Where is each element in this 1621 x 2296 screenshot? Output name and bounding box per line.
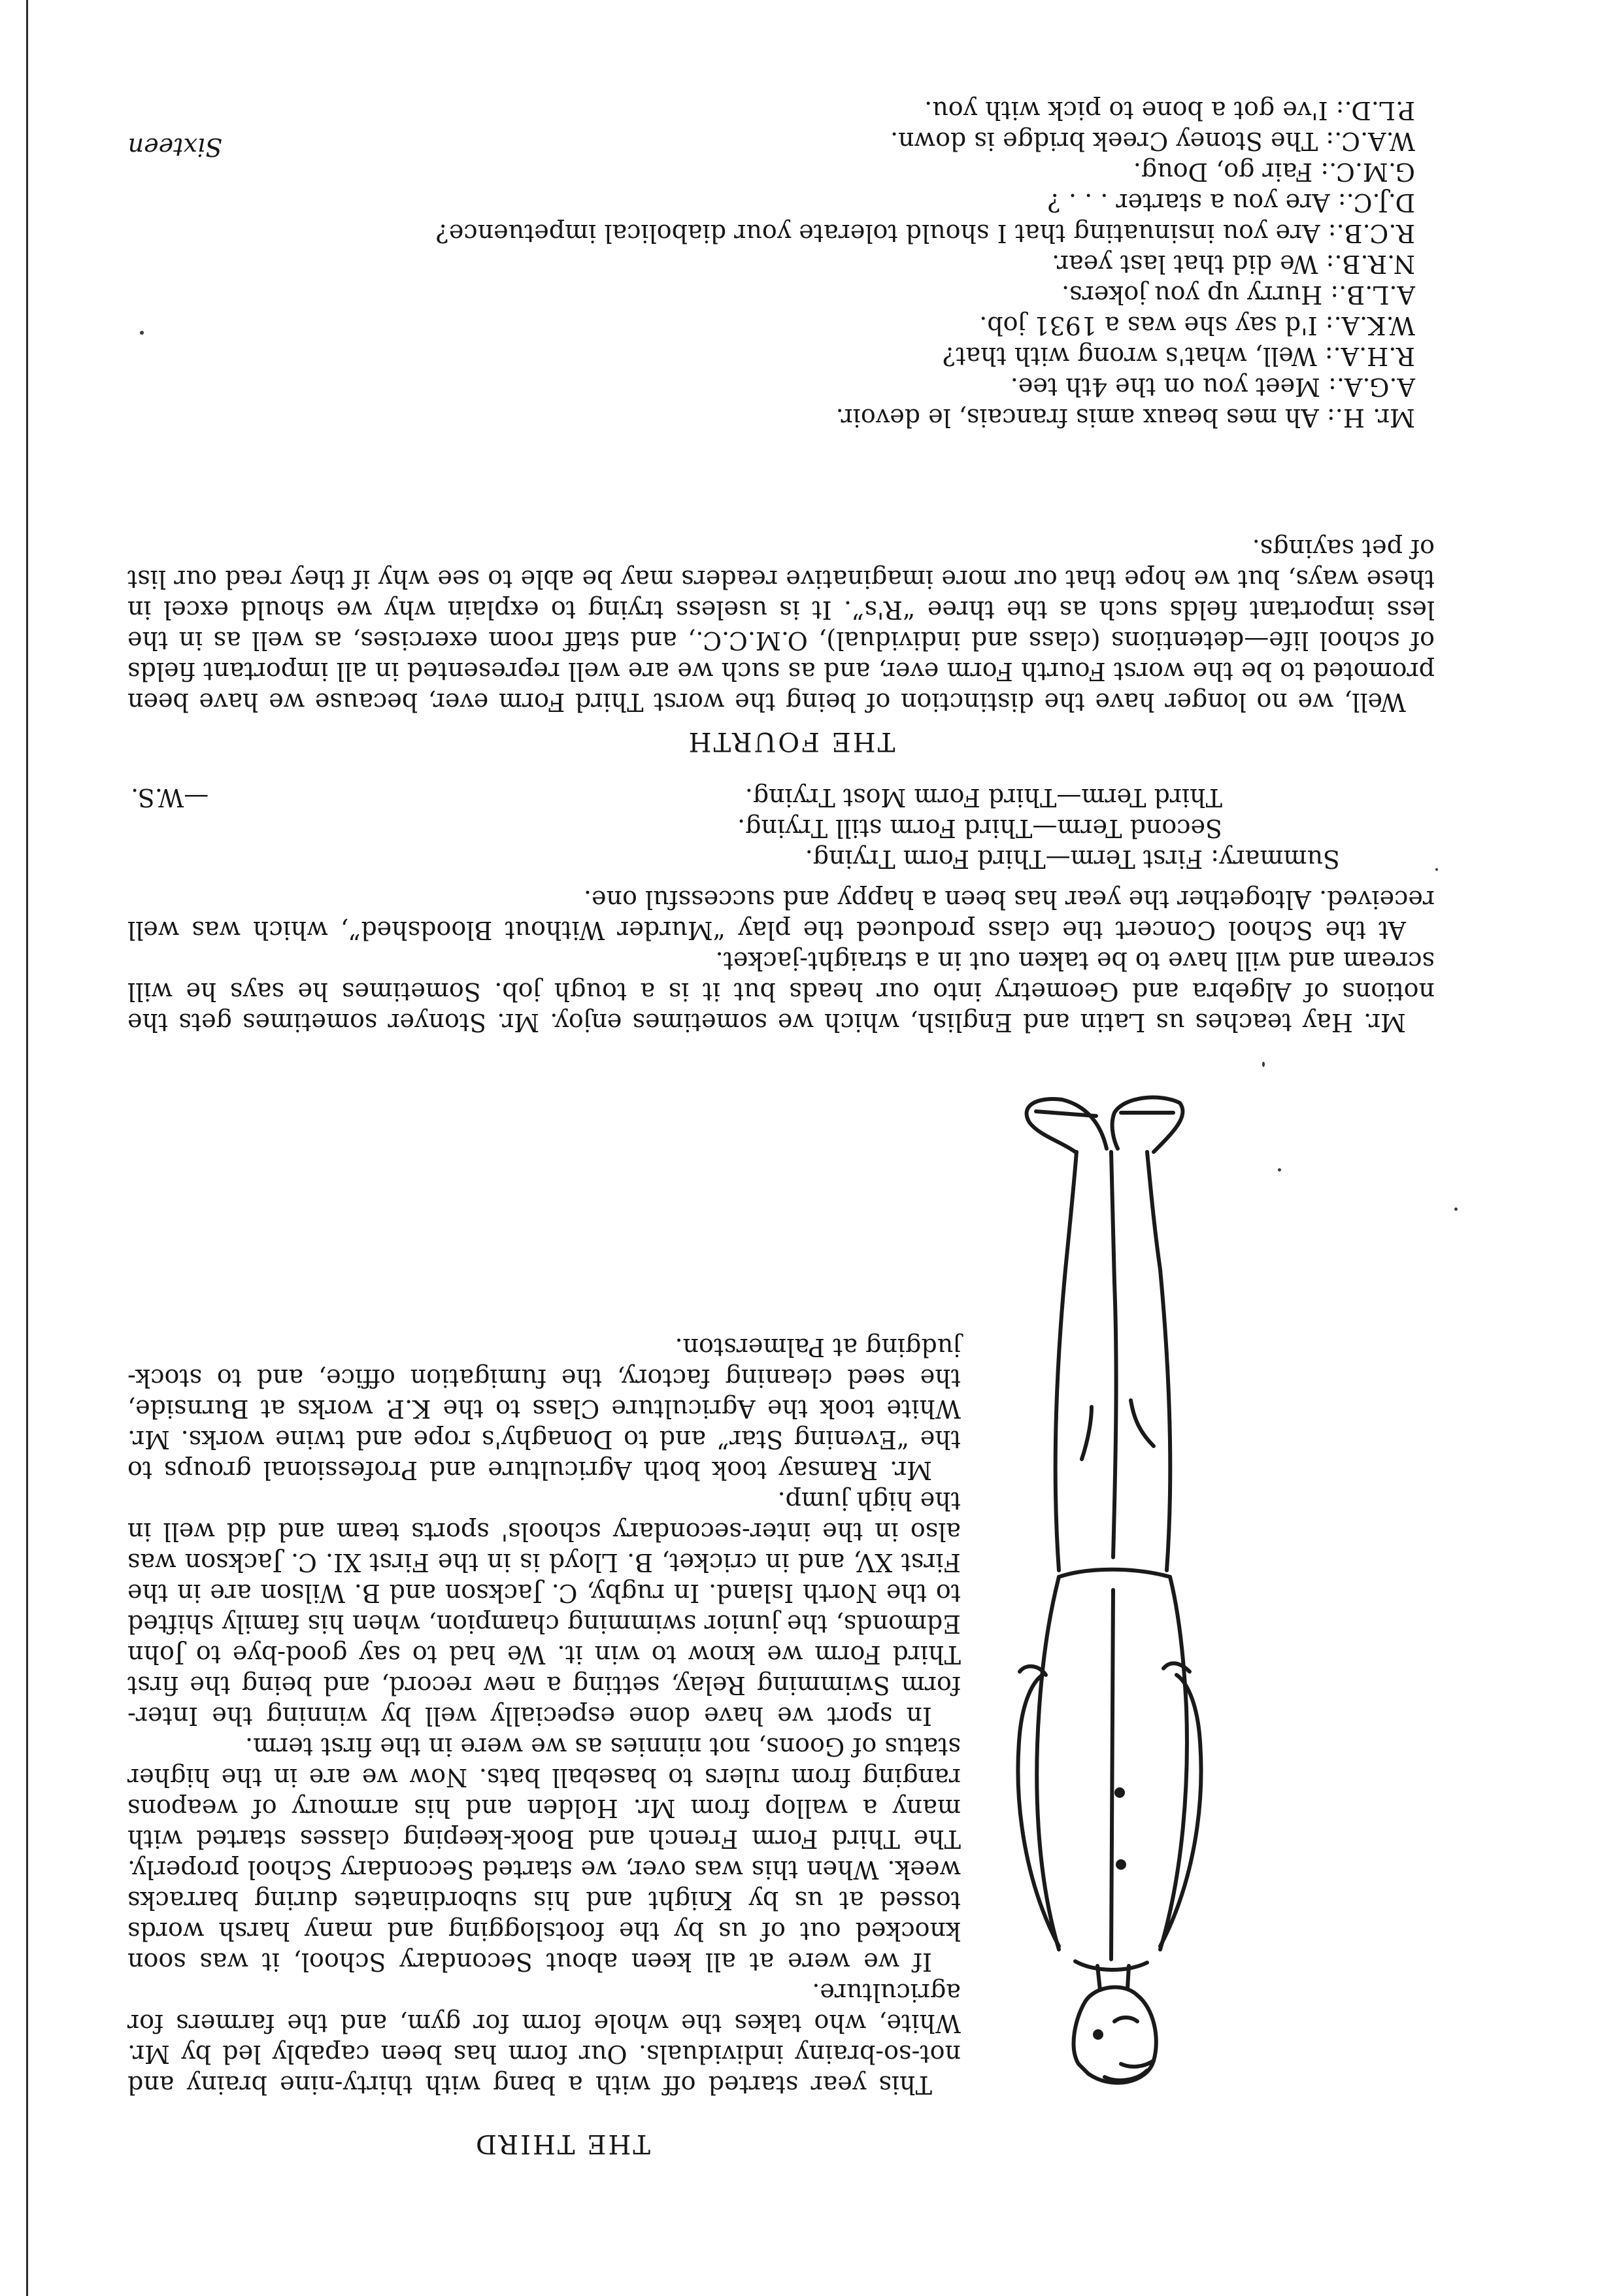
summary-row-first	[131, 843, 1340, 874]
saying-line: G.M.C.: Fair go, Doug.	[1133, 158, 1415, 186]
saying-line: N.R.B.: We did that last year.	[1052, 250, 1415, 279]
fourth-heading: THE FOURTH	[686, 726, 895, 756]
saying-line: R.H.A.: Well, what's wrong with that?	[942, 342, 1415, 371]
third-paragraph-sport: In sport we have done especially well by winning the Inter-form Swimming Relay, setting a new record, and being the first Third Form we know to win it. We had to say good-bye to John Edmonds, the junior swimming champion, when his family shifted to the North Island. In rugby, C. Jackson and B. Wilson are in the First XV, and in cricket, B. Lloyd is in the First XI. C. Jackson was also in the inter-secondary schools' sports team and did well in the high jump.	[127, 1487, 961, 1730]
saying-line: D.J.C.: Are you a starter . . . ?	[1047, 188, 1415, 217]
third-paragraph-barracks: If we were at all keen about Secondary School, it was soon knocked out of us by the footslogging and many harsh words tossed at us by Knight and his subordinates during barracks week. When this was over, we started Secondary School properly. The Third Form French and Book-keeping classes started with many a wallop from Mr. Holden and his armoury of weapons ranging from rulers to baseball bats. Now we are in the higher status of Goons, not ninnies as we were in the first term.	[127, 1732, 961, 1976]
page-number: Sixteen	[127, 133, 222, 161]
third-paragraph-teachers: Mr. Hay teaches us Latin and English, which we sometimes enjoy. Mr. Stonyer sometimes gets the notions of Algebra and Geometry into our heads but it is a tough job. Sometimes he says he will scream and will have to be taken out in a straight-jacket.	[127, 947, 1435, 1037]
scan-speck	[1435, 868, 1438, 871]
saying-line: W.A.C.: The Stoney Creek bridge is down.	[890, 127, 1415, 156]
scan-speck	[140, 331, 144, 335]
summary-third-term: Third Term—Third Form Most Trying.	[744, 783, 1222, 812]
saying-line: W.K.A.: I'd say she was a 1931 job.	[979, 311, 1415, 340]
summary-signature: —W.S.	[131, 783, 209, 812]
saying-line: A.G.A.: Meet you on the 4th tee.	[1010, 373, 1415, 401]
cartoon-boy-illustration	[977, 1067, 1252, 2100]
third-paragraph-intro: This year started off with a bang with thirty-nine brainy and not-so-brainy individuals. Our form has been capably led by Mr. White, who takes the whole form for gym, and the farmers for agriculture.	[127, 1978, 961, 2099]
fourth-body	[127, 533, 1435, 717]
saying-line: P.L.D.: I've got a bone to pick with you.	[924, 96, 1415, 125]
third-summary	[131, 782, 1340, 874]
third-body-bottom	[127, 884, 1435, 1038]
scan-speck	[1454, 1207, 1458, 1211]
summary-lead: Summary:	[1211, 845, 1340, 873]
pet-sayings-list	[127, 95, 1435, 433]
fourth-paragraph: Well, we no longer have the distinction of being the worst Third Form ever, because we have been promoted to be the worst Fourth Form ever, and as such we are well represented in all important fields of school life—detentions (class and individual), O.M.C.C., and staff room exercises, as well as in the less important fields such as the three “R's”. It is useless trying to explain why we should excel in these ways, but we hope that our more imaginative readers may be able to see why if they read our list of pet sayings.	[127, 534, 1435, 717]
saying-line: A.L.B.: Hurry up you jokers.	[1061, 280, 1415, 309]
scan-speck	[1278, 1168, 1281, 1172]
summary-row-third	[131, 782, 1340, 813]
third-paragraph-visits: Mr. Ramsay took both Agriculture and Professional groups to the “Evening Star” and to Donaghy's rope and twine works. Mr. White took the Agriculture Class to the K.P. works at Burnside, the seed cleaning factory, the fumigation office, and to stock-judging at Palmerston.	[127, 1333, 961, 1485]
summary-second-term: Second Term—Third Form still Trying.	[737, 814, 1222, 843]
scan-speck	[1262, 1062, 1265, 1067]
summary-row-second	[131, 813, 1340, 843]
summary-first-term: First Term—Third Form Trying.	[805, 845, 1203, 873]
saying-line: Mr. H.: Ah mes beaux amis francais, le devoir.	[835, 403, 1415, 432]
third-heading: THE THIRD	[473, 2129, 651, 2159]
third-body-top	[127, 1332, 961, 2100]
third-paragraph-concert: At the School Concert the class produced the play “Murder Without Bloodshed”, which was well received. Altogether the year has been a happy and successful one.	[127, 885, 1435, 945]
saying-line: R.C.B.: Are you insinuating that I should tolerate your diabolical impetuence?	[435, 219, 1415, 248]
